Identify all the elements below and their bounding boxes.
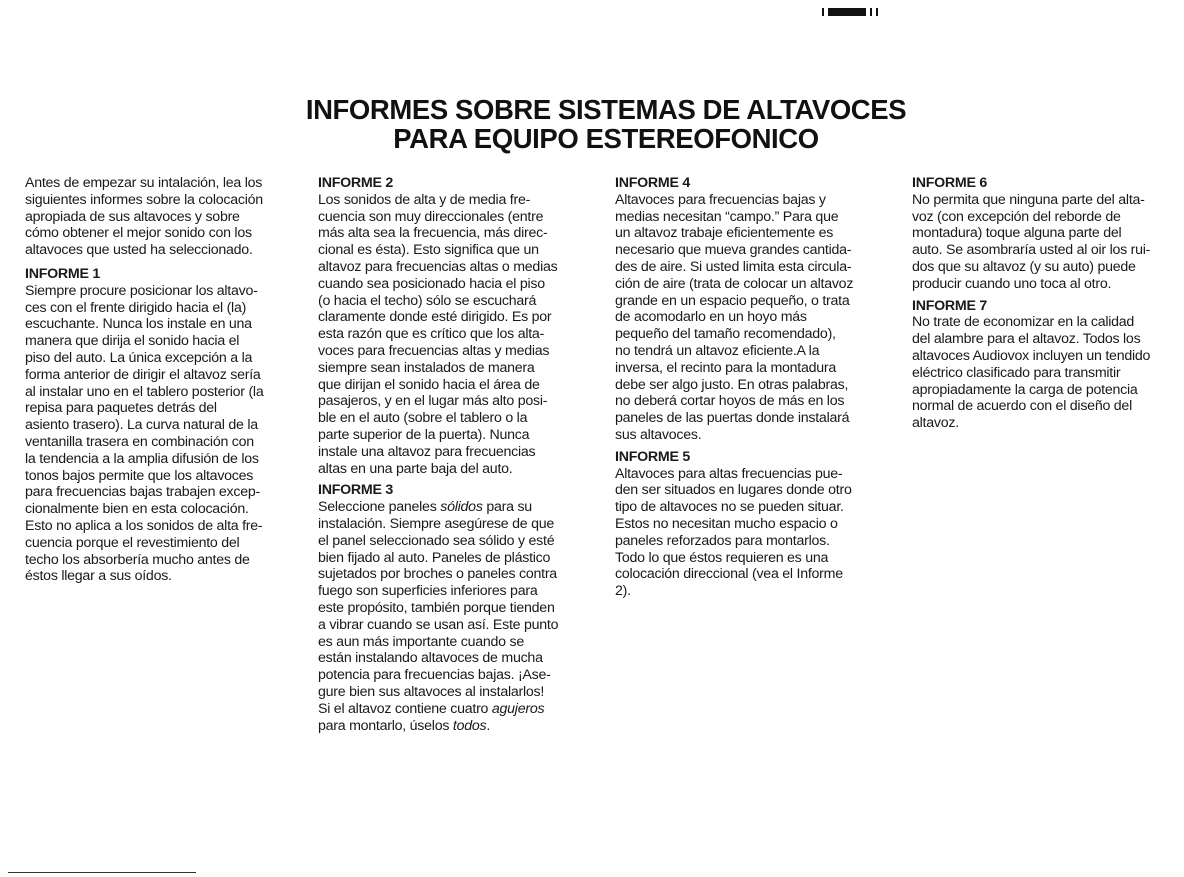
text-line: no deberá cortar hoyos de más en los	[615, 393, 845, 410]
text-line: den ser situados en lugares donde otro	[615, 482, 852, 499]
text-line: ción de aire (trata de colocar un altavoz	[615, 275, 854, 292]
informe-7-heading: INFORME 7	[912, 297, 987, 314]
intro-line: cómo obtener el mejor sonido con los	[25, 225, 252, 242]
text-line: bien fijado al auto. Paneles de plástico	[318, 549, 551, 566]
text-line: dos que su altavoz (y su auto) puede	[912, 258, 1136, 275]
registration-bar	[828, 8, 866, 16]
text-line: parte superior de la puerta). Nunca	[318, 426, 530, 443]
text-line: al instalar uno en el tablero posterior (la	[25, 383, 264, 400]
text-line: sus altavoces.	[615, 426, 702, 443]
text-line: sujetados por broches o paneles contra	[318, 566, 557, 583]
informe-4-heading: INFORME 4	[615, 175, 690, 191]
text-line: voces para frecuencias altas y medias	[318, 342, 550, 359]
text-line: Todo lo que éstos requieren es una	[615, 549, 829, 566]
text-line: pequeño del tamaño recomendado),	[615, 326, 836, 343]
text-line: escuchante. Nunca los instale en una	[25, 316, 252, 333]
page-title-line-1: INFORMES SOBRE SISTEMAS DE ALTAVOCES	[305, 94, 907, 125]
intro-line: siguientes informes sobre la colocación	[25, 191, 263, 208]
text-line: No trate de economizar en la calidad	[912, 314, 1135, 331]
registration-tick	[876, 8, 878, 16]
informe-7-section	[912, 298, 1150, 432]
text-line: manera que dirija el sonido hacia el	[25, 333, 240, 350]
text-line: cuencia porque el revestimiento del	[25, 534, 240, 551]
text-line: Estos no necesitan mucho espacio o	[615, 515, 838, 532]
text-fragment: para su	[482, 499, 532, 516]
text-line: este propósito, también porque tienden	[318, 599, 555, 616]
text-line: forma anterior de dirigir el altavoz sería	[25, 366, 261, 383]
informe-2-body	[318, 192, 558, 478]
text-line: altas en una parte baja del auto.	[318, 460, 513, 477]
text-line: la tendencia a la amplia difusión de los	[25, 450, 259, 467]
text-line: Altavoces para frecuencias bajas y	[615, 191, 826, 208]
text-line: cuando sea posicionado hacia el piso	[318, 275, 545, 292]
text-line: ble en el auto (sobre el tablero o la	[318, 410, 528, 427]
text-line: instalación. Siempre asegúrese de que	[318, 515, 555, 532]
text-line: el panel seleccionado sea sólido y esté	[318, 532, 555, 549]
text-line: esta razón que es crítico que los alta-	[318, 326, 545, 343]
page-title-line-2: PARA EQUIPO ESTEREOFONICO	[393, 123, 819, 154]
text-line: pasajeros, y en el lugar más alto posi-	[318, 393, 548, 410]
emphasis-text: sólidos	[440, 499, 483, 516]
text-line: producir cuando uno toca al otro.	[912, 275, 1112, 292]
text-line: altavoz.	[912, 415, 959, 432]
intro-line: altavoces que usted ha seleccionado.	[25, 242, 253, 259]
text-line: colocación direccional (vea el Informe	[615, 566, 843, 583]
text-line: Siempre procure posicionar los altavo-	[25, 282, 258, 299]
text-line: éstos llegar a sus oídos.	[25, 568, 172, 585]
column-4	[912, 175, 1150, 437]
text-line: 2).	[615, 583, 631, 600]
text-line: necesario que mueva grandes cantida-	[615, 242, 852, 259]
informe-1-heading: INFORME 1	[25, 265, 100, 282]
text-fragment: Seleccione paneles	[318, 499, 441, 516]
column-3	[615, 175, 853, 605]
intro-paragraph	[25, 175, 263, 259]
text-line: tonos bajos permite que los altavoces	[25, 467, 254, 484]
informe-6-section	[912, 175, 1150, 293]
text-line: altavoz para frecuencias altas o medias	[318, 258, 558, 275]
footer-rule	[8, 872, 196, 873]
text-line: Los sonidos de alta y de media fre-	[318, 191, 531, 208]
text-line: es aun más importante cuando se	[318, 633, 524, 650]
text-line: No permita que ninguna parte del alta-	[912, 191, 1145, 208]
text-line: piso del auto. La única excepción a la	[25, 349, 253, 366]
text-line: ces con el frente dirigido hacia el (la)	[25, 299, 247, 316]
informe-5-body	[615, 466, 853, 600]
text-line: inversa, el recinto para la montadura	[615, 359, 837, 376]
text-line: eléctrico clasificado para transmitir	[912, 364, 1121, 381]
informe-4-body	[615, 192, 853, 444]
text-line: paneles reforzados para montarlos.	[615, 532, 830, 549]
text-line: grande en un espacio pequeño, o trata	[615, 292, 850, 309]
text-line: des de aire. Si usted limita esta circula-	[615, 258, 852, 275]
text-line: normal de acuerdo con el diseño del	[912, 398, 1132, 415]
text-line	[318, 499, 558, 516]
text-line: para frecuencias bajas trabajen excep-	[25, 484, 260, 501]
text-line: cionalmente bien en esta colocación.	[25, 501, 249, 518]
text-line: (o hacia el techo) sólo se escuchará	[318, 292, 537, 309]
text-fragment: Si el altavoz contiene cuatro	[318, 700, 492, 717]
text-line: altavoces Audiovox incluyen un tendido	[912, 347, 1151, 364]
page-title	[0, 95, 1184, 153]
informe-5-heading: INFORME 5	[615, 448, 690, 465]
text-line: auto. Se asombraría usted al oir los rui-	[912, 242, 1151, 259]
text-line: Altavoces para altas frecuencias pue-	[615, 465, 843, 482]
informe-2-section	[318, 175, 558, 477]
text-line: siempre sean instalados de manera	[318, 359, 535, 376]
informe-5-section	[615, 449, 853, 600]
text-fragment: para montarlo, úselos	[318, 717, 453, 734]
text-line: fuego son superficies inferiores para	[318, 583, 538, 600]
informe-6-body	[912, 192, 1150, 293]
informe-3-section	[318, 482, 558, 734]
informe-3-heading: INFORME 3	[318, 482, 393, 499]
text-line	[318, 718, 558, 735]
informe-3-body	[318, 499, 558, 734]
text-line: del alambre para el altavoz. Todos los	[912, 331, 1141, 348]
text-line: medias necesitan “campo.” Para que	[615, 208, 839, 225]
text-line: instale una altavoz para frecuencias	[318, 443, 536, 460]
text-line: un altavoz trabaje eficientemente es	[615, 225, 834, 242]
text-line: asiento trasero). La curva natural de la	[25, 417, 258, 434]
text-line: Esto no aplica a los sonidos de alta fre-	[25, 517, 263, 534]
informe-7-body	[912, 314, 1150, 432]
text-line: montadura) toque alguna parte del	[912, 225, 1122, 242]
text-line: a vibrar cuando se usan así. Este punto	[318, 616, 559, 633]
text-line: están instalando altavoces de mucha	[318, 650, 543, 667]
emphasis-text: todos	[452, 717, 487, 734]
column-1	[25, 175, 263, 590]
informe-6-heading: INFORME 6	[912, 175, 987, 191]
informe-2-heading: INFORME 2	[318, 175, 393, 191]
text-line: techo los absorbería mucho antes de	[25, 551, 250, 568]
informe-1-body	[25, 283, 263, 585]
emphasis-text: agujeros	[491, 700, 545, 717]
text-line: potencia para frecuencias bajas. ¡Ase-	[318, 667, 551, 684]
text-line	[318, 701, 558, 718]
text-line: no tendrá un altavoz eficiente.A la	[615, 342, 820, 359]
informe-4-section	[615, 175, 853, 444]
text-line: tipo de altavoces no se pueden situar.	[615, 499, 844, 516]
registration-tick	[870, 8, 872, 16]
text-line: claramente donde esté dirigido. Es por	[318, 309, 552, 326]
text-line: gure bien sus altavoces al instalarlos!	[318, 683, 545, 700]
text-fragment: .	[486, 717, 491, 734]
text-line: cional es ésta). Esto significa que un	[318, 242, 539, 259]
text-line: cuencia son muy direccionales (entre	[318, 208, 544, 225]
text-line: más alta sea la frecuencia, más direc-	[318, 225, 548, 242]
intro-line: Antes de empezar su intalación, lea los	[25, 175, 263, 191]
column-2	[318, 175, 558, 739]
text-line: apropiadamente la carga de potencia	[912, 381, 1138, 398]
text-line: paneles de las puertas donde instalará	[615, 410, 850, 427]
text-line: voz (con excepción del reborde de	[912, 208, 1121, 225]
scan-registration-mark	[822, 8, 878, 16]
text-line: debe ser algo justo. En otras palabras,	[615, 376, 849, 393]
text-line: repisa para paquetes detrás del	[25, 400, 217, 417]
informe-1-section	[25, 266, 263, 585]
text-line: que dirijan el sonido hacia el área de	[318, 376, 540, 393]
text-line: de acomodarlo en un hoyo más	[615, 309, 807, 326]
text-line: ventanilla trasera en combinación con	[25, 433, 254, 450]
intro-line: apropiada de sus altavoces y sobre	[25, 208, 240, 225]
registration-tick	[822, 8, 824, 16]
